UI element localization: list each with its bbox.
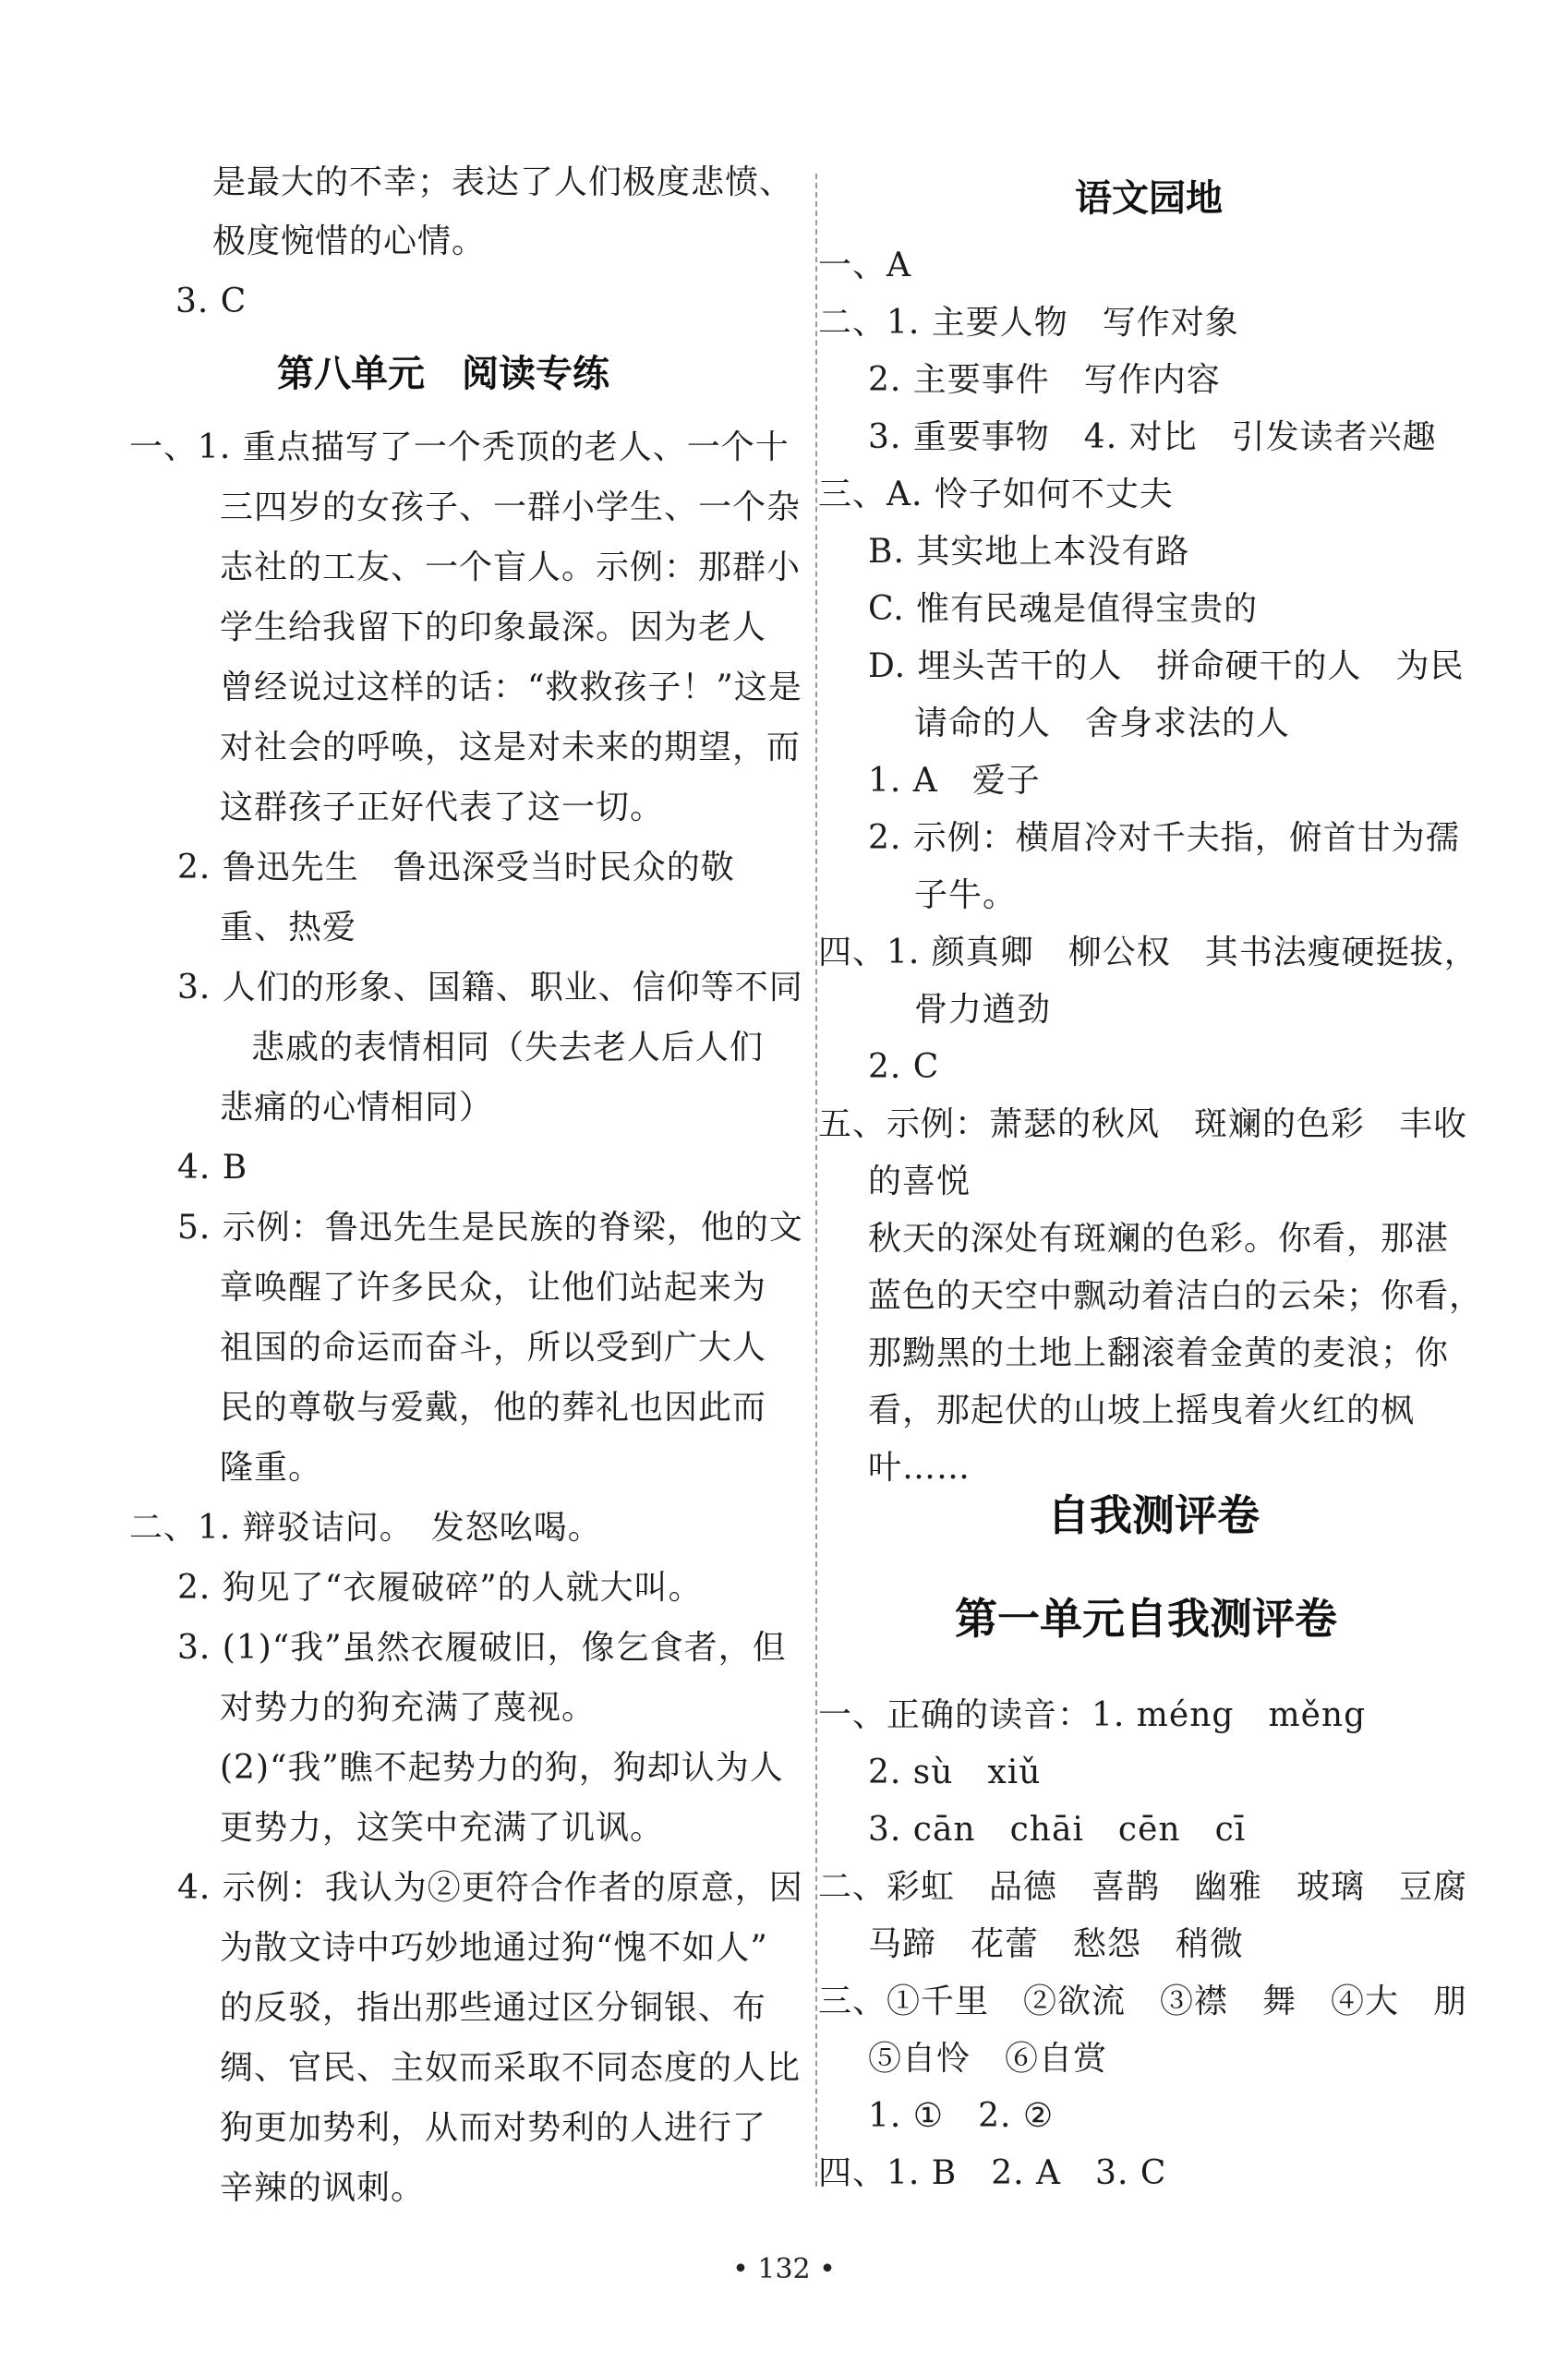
text-line: (2)“我”瞧不起势力的狗，狗却认为人 — [220, 1749, 784, 1787]
text-line: 这群孩子正好代表了这一切。 — [220, 789, 665, 826]
text-line: 重、热爱 — [220, 909, 357, 946]
text-line: 1. ① 2. ② — [868, 2097, 1055, 2135]
text-line: 极度惋惜的心情。 — [212, 223, 487, 260]
text-line: 叶…… — [868, 1449, 971, 1487]
text-line: 志社的工友、一个盲人。示例：那群小 — [220, 549, 802, 586]
text-line: 的反驳，指出那些通过区分铜银、布 — [220, 1989, 767, 2027]
text-line: 蓝色的天空中飘动着洁白的云朵；你看， — [868, 1277, 1484, 1315]
text-line: 是最大的不幸；表达了人们极度悲愤、 — [212, 163, 794, 201]
text-line: 3. cān chāi cēn cī — [868, 1811, 1247, 1849]
page-number: • 132 • — [732, 2253, 836, 2285]
text-line: 悲痛的心情相同） — [220, 1089, 494, 1127]
text-line: 二、彩虹 品德 喜鹊 幽雅 玻璃 豆腐 — [818, 1868, 1468, 1906]
text-line: 二、1. 辩驳诘问。 发怒吆喝。 — [129, 1509, 602, 1547]
text-line: 祖国的命运而奋斗，所以受到广大人 — [220, 1329, 767, 1367]
section-heading: 第八单元 阅读专练 — [277, 353, 609, 395]
text-line: 4. 示例：我认为②更符合作者的原意，因 — [177, 1869, 803, 1907]
text-line: 3. (1)“我”虽然衣履破旧，像乞食者，但 — [177, 1629, 787, 1667]
text-line: 5. 示例：鲁迅先生是民族的脊梁，他的文 — [177, 1209, 803, 1247]
text-line: 2. C — [868, 1048, 940, 1086]
text-line: 隆重。 — [220, 1449, 323, 1487]
text-line: 对社会的呼唤，这是对未来的期望，而 — [220, 729, 802, 766]
text-line: 三四岁的女孩子、一群小学生、一个杂 — [220, 488, 802, 526]
text-line: 看，那起伏的山坡上摇曳着火红的枫 — [868, 1392, 1416, 1429]
text-line: 的喜悦 — [868, 1163, 971, 1200]
text-line: 二、1. 主要人物 写作对象 — [818, 304, 1239, 342]
text-line: 五、示例：萧瑟的秋风 斑斓的色彩 丰收 — [818, 1105, 1468, 1143]
text-line: 学生给我留下的印象最深。因为老人 — [220, 609, 767, 646]
text-line: 三、①千里 ②欲流 ③襟 舞 ④大 朋 — [818, 1983, 1468, 2020]
column-divider — [815, 174, 817, 2187]
text-line: 骨力遒劲 — [914, 991, 1052, 1029]
text-line: 悲戚的表情相同（失去老人后人们 — [251, 1029, 765, 1067]
text-line: 曾经说过这样的话：“救救孩子！”这是 — [220, 669, 802, 706]
text-line: 马蹄 花蕾 愁怨 稍微 — [868, 1925, 1245, 1963]
text-line: 1. A 爱子 — [868, 762, 1041, 800]
text-line: 一、正确的读音：1. méng měng — [818, 1696, 1367, 1734]
text-line: 2. 鲁迅先生 鲁迅深受当时民众的敬 — [177, 849, 735, 886]
text-line: 更势力，这笑中充满了讥讽。 — [220, 1809, 665, 1847]
text-line: 请命的人 舍身求法的人 — [914, 705, 1291, 742]
text-line: 2. 狗见了“衣履破碎”的人就大叫。 — [177, 1569, 703, 1607]
text-line: 3. C — [175, 283, 247, 320]
text-line: ⑤自怜 ⑥自赏 — [868, 2040, 1108, 2078]
text-line: D. 埋头苦干的人 拼命硬干的人 为民 — [868, 647, 1465, 685]
text-line: 三、A. 怜子如何不丈夫 — [818, 476, 1174, 513]
section-heading: 自我测评卷 — [1047, 1490, 1260, 1540]
text-line: 辛辣的讽刺。 — [220, 2169, 426, 2207]
section-heading: 第一单元自我测评卷 — [955, 1594, 1337, 1644]
text-line: 2. 主要事件 写作内容 — [868, 361, 1221, 399]
text-line: 3. 人们的形象、国籍、职业、信仰等不同 — [177, 969, 803, 1007]
text-line: 四、1. 颜真卿 柳公权 其书法瘦硬挺拔， — [818, 934, 1478, 971]
text-line: 3. 重要事物 4. 对比 引发读者兴趣 — [868, 418, 1437, 456]
text-line: 2. sù xiǔ — [868, 1754, 1042, 1791]
text-line: 狗更加势利，从而对势利的人进行了 — [220, 2109, 767, 2147]
text-line: 民的尊敬与爱戴，他的葬礼也因此而 — [220, 1389, 767, 1427]
text-line: 对势力的狗充满了蔑视。 — [220, 1689, 597, 1727]
text-line: 秋天的深处有斑斓的色彩。你看，那湛 — [868, 1220, 1450, 1258]
text-line: 绸、官民、主奴而采取不同态度的人比 — [220, 2049, 802, 2087]
section-heading: 语文园地 — [1075, 177, 1223, 220]
text-line: C. 惟有民魂是值得宝贵的 — [868, 590, 1259, 628]
text-line: 一、1. 重点描写了一个秃顶的老人、一个十 — [129, 428, 790, 466]
text-line: 为散文诗中巧妙地通过狗“愧不如人” — [220, 1929, 768, 1967]
text-line: 那黝黑的土地上翻滚着金黄的麦浪；你 — [868, 1334, 1450, 1372]
text-line: 4. B — [177, 1149, 248, 1187]
text-line: B. 其实地上本没有路 — [868, 533, 1190, 571]
text-line: 四、1. B 2. A 3. C — [818, 2154, 1167, 2192]
text-line: 章唤醒了许多民众，让他们站起来为 — [220, 1269, 767, 1307]
text-line: 子牛。 — [914, 876, 1018, 914]
text-line: 2. 示例：横眉冷对千夫指，俯首甘为孺 — [868, 819, 1460, 857]
text-line: 一、A — [818, 247, 911, 284]
